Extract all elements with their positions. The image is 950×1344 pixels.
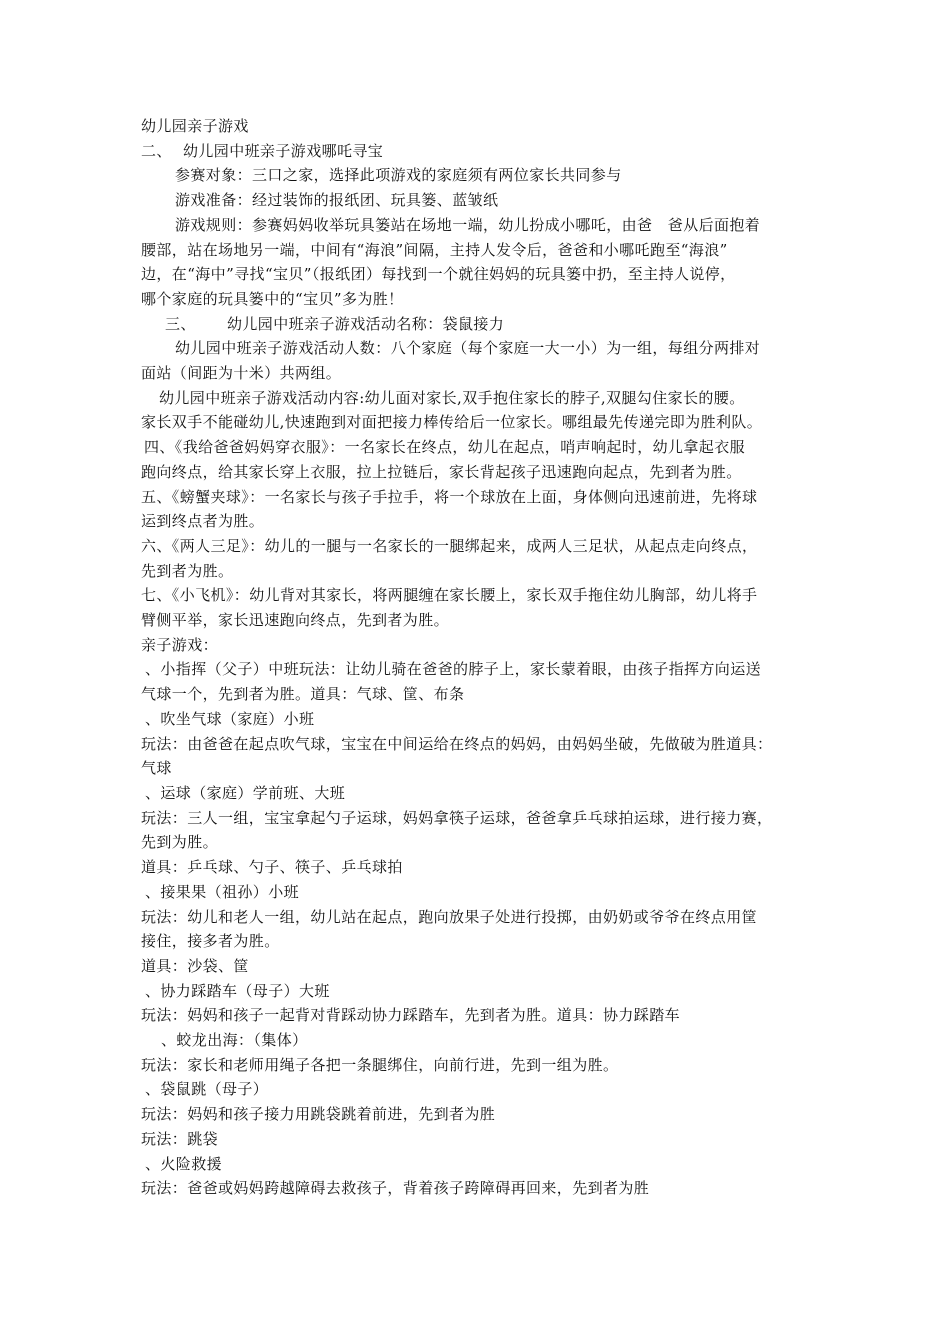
game3-title: 、运球（家庭）学前班、大班 <box>145 783 346 802</box>
section4-line1: 四、《我给爸爸妈妈穿衣服》：一名家长在终点，幼儿在起点，哨声响起时，幼儿拿起衣服 <box>144 438 746 457</box>
section5-line2: 运到终点者为胜。 <box>141 512 265 531</box>
game6-title: 、蛟龙出海：（集体） <box>161 1031 308 1050</box>
game5-play: 玩法：妈妈和孩子一起背对背踩动协力踩踏车，先到者为胜。道具：协力踩踏车 <box>141 1006 681 1025</box>
section3-count-line2: 面站（间距为十米）共两组。 <box>141 364 342 383</box>
game4-title: 、接果果（祖孙）小班 <box>145 882 300 901</box>
game7-props: 玩法：跳袋 <box>141 1129 219 1148</box>
section3-count-line1: 幼儿园中班亲子游戏活动人数：八个家庭（每个家庭一大一小）为一组，每组分两排对 <box>175 339 761 358</box>
section2-rules-line3: 边，在“海中”寻找“宝贝”（报纸团）每找到一个就往妈妈的玩具篓中扔，至主持人说停， <box>141 265 736 284</box>
game4-play-line1: 玩法：幼儿和老人一组，幼儿站在起点，跑向放果子处进行投掷，由奶奶或爷爷在终点用筐 <box>141 907 758 926</box>
section2-rules-line2: 腰部，站在场地另一端，中间有“海浪”间隔，主持人发令后，爸爸和小哪吒跑至“海浪” <box>141 240 728 259</box>
section3-title: 幼儿园中班亲子游戏活动名称：袋鼠接力 <box>227 314 505 333</box>
game4-play-line2: 接住，接多者为胜。 <box>141 932 280 951</box>
game4-props: 道具：沙袋、筐 <box>141 956 249 975</box>
game1-line2: 气球一个，先到者为胜。道具：气球、筐、布条 <box>141 685 465 704</box>
document-body <box>141 114 813 1201</box>
section2-prep: 游戏准备：经过装饰的报纸团、玩具篓、蓝皱纸 <box>175 191 499 210</box>
section2-rules-line1: 游戏规则：参赛妈妈收举玩具篓站在场地一端，幼儿扮成小哪吒，由爸 爸从后面抱着 <box>175 215 761 234</box>
game8-title: 、火险救援 <box>145 1154 223 1173</box>
section4-line2: 跑向终点，给其家长穿上衣服，拉上拉链后，家长背起孩子迅速跑向起点，先到者为胜。 <box>141 462 742 481</box>
section7-line2: 臂侧平举，家长迅速跑向终点，先到者为胜。 <box>141 611 450 630</box>
section6-line1: 六、《两人三足》：幼儿的一腿与一名家长的一腿绑起来，成两人三足状，从起点走向终点， <box>141 536 758 555</box>
section2-participants: 参赛对象：三口之家，选择此项游戏的家庭须有两位家长共同参与 <box>175 166 622 185</box>
document-title: 幼儿园亲子游戏 <box>141 117 249 135</box>
section3-content-line2: 家长双手不能碰幼儿,快速跑到对面把接力棒传给后一位家长。哪组最先传递完即为胜利队。 <box>141 413 763 432</box>
section2-number: 二、 <box>141 141 172 160</box>
game3-props: 道具：乒乓球、勺子、筷子、乒乓球拍 <box>141 858 403 877</box>
game2-play-line2: 气球 <box>141 759 172 778</box>
game5-title: 、协力踩踏车（母子）大班 <box>145 981 330 1000</box>
section6-line2: 先到者为胜。 <box>141 561 234 580</box>
section2-title: 幼儿园中班亲子游戏哪吒寻宝 <box>183 141 384 160</box>
game7-play: 玩法：妈妈和孩子接力用跳袋跳着前进，先到者为胜 <box>141 1105 496 1124</box>
section3-heading <box>141 312 813 337</box>
game2-title: 、吹坐气球（家庭）小班 <box>145 709 315 728</box>
game1-line1: 、小指挥（父子）中班玩法：让幼儿骑在爸爸的脖子上，家长蒙着眼，由孩子指挥方向运送 <box>145 660 762 679</box>
game8-play: 玩法：爸爸或妈妈跨越障碍去救孩子，背着孩子跨障碍再回来，先到者为胜 <box>141 1179 650 1198</box>
section5-line1: 五、《螃蟹夹球》：一名家长与孩子手拉手，将一个球放在上面，身体侧向迅速前进，先将球 <box>141 487 758 506</box>
section2-rules-line4: 哪个家庭的玩具篓中的“宝贝”多为胜！ <box>141 289 404 308</box>
section3-content-line1: 幼儿园中班亲子游戏活动内容:幼儿面对家长,双手抱住家长的脖子,双腿勾住家长的腰。 <box>159 388 745 407</box>
game2-play-line1: 玩法：由爸爸在起点吹气球，宝宝在中间运给在终点的妈妈，由妈妈坐破，先做破为胜道具： <box>141 734 773 753</box>
game7-title: 、袋鼠跳（母子） <box>145 1080 269 1099</box>
section3-number: 三、 <box>165 314 196 333</box>
section7-line1: 七、《小飞机》：幼儿背对其家长，将两腿缠在家长腰上，家长双手拖住幼儿胸部，幼儿将手 <box>141 586 758 605</box>
game3-play-line1: 玩法：三人一组，宝宝拿起勺子运球，妈妈拿筷子运球，爸爸拿乒乓球拍运球，进行接力赛， <box>141 808 773 827</box>
section2-heading <box>141 139 813 164</box>
game6-play: 玩法：家长和老师用绳子各把一条腿绑住，向前行进，先到一组为胜。 <box>141 1055 619 1074</box>
game3-play-line2: 先到为胜。 <box>141 833 219 852</box>
parent-games-heading: 亲子游戏： <box>141 635 219 654</box>
